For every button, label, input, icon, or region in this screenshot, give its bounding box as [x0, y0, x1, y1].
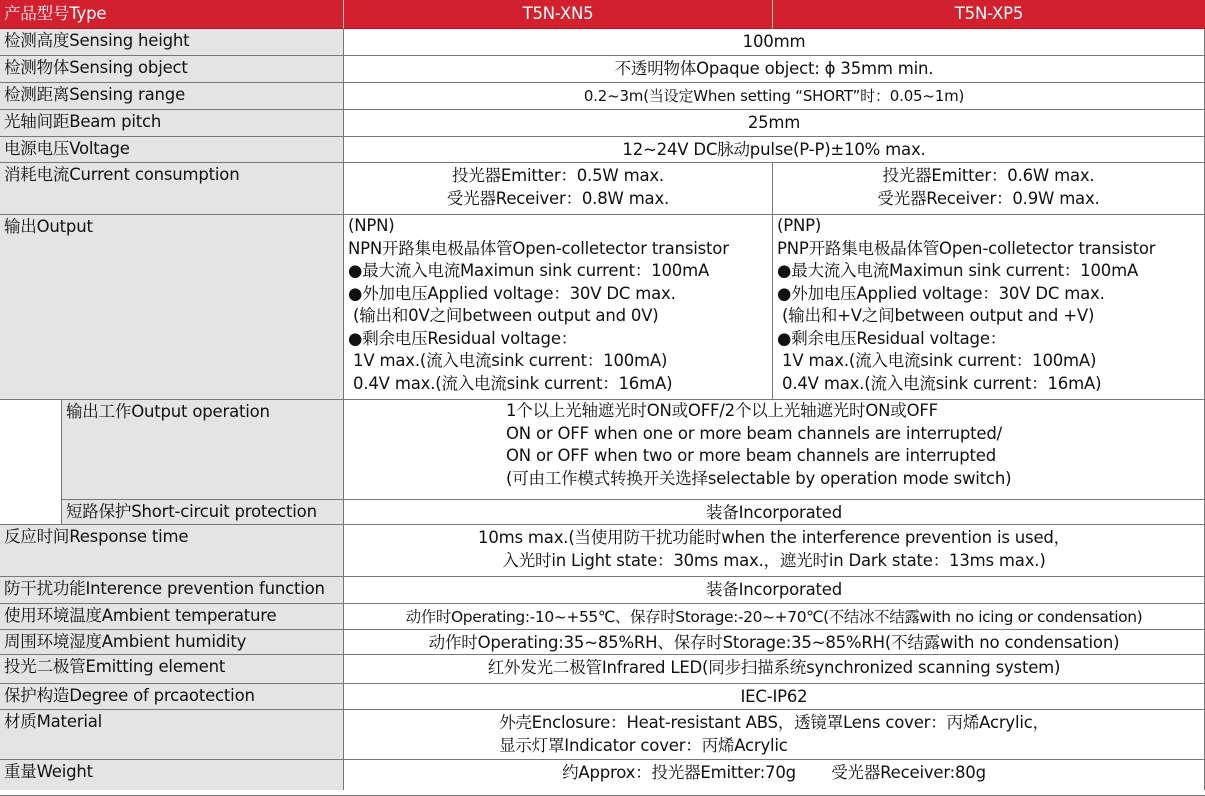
output-pnp-line: ●最大流入电流Maximun sink current：100mA	[777, 261, 1139, 280]
output-npn-line: 1V max.(流入电流sink current：100mA)	[348, 351, 668, 370]
output-operation-line: (可由工作模式转换开关选择selectable by operation mode switch)	[506, 468, 1012, 488]
sensing-height-value: 100mm	[344, 29, 1205, 56]
output-pnp-line: ●剩余电压Residual voltage：	[777, 328, 1007, 348]
protection-label: 保护构造Degree of prcaotection	[0, 684, 344, 710]
response-time-value	[344, 525, 1205, 577]
output-pnp-line: 0.4V max.(流入电流sink current：16mA)	[777, 373, 1102, 393]
output-operation-line: ON or OFF when two or more beam channels are interrupted	[506, 446, 997, 465]
emitting-element-value: 红外发光二极管Infrared LED(同步扫描系统synchronized scanning system)	[344, 655, 1205, 684]
sensing-range-value: 0.2~3m(当设定When setting “SHORT”时：0.05~1m)	[344, 83, 1205, 110]
output-label: 输出Output	[0, 215, 344, 400]
output-npn-line: (输出和0V之间between output and 0V)	[348, 306, 659, 325]
short-circuit-label: 短路保护Short-circuit protection	[62, 500, 344, 525]
response-time-label: 反应时间Response time	[0, 525, 344, 577]
sensing-range-label: 检测距离Sensing range	[0, 83, 344, 110]
response-time-line: 入光时in Light state：30ms max.，遮光时in Dark state：13ms max.)	[502, 550, 1046, 570]
output-pnp-line: (输出和+V之间between output and +V)	[777, 306, 1095, 325]
voltage-value: 12~24V DC脉动pulse(P-P)±10% max.	[344, 137, 1205, 163]
output-pnp-line: (PNP)	[777, 216, 822, 235]
output-pnp-line: ●外加电压Applied voltage：30V DC max.	[777, 283, 1105, 303]
short-circuit-value: 装备Incorporated	[344, 500, 1205, 525]
output-npn-line: NPN开路集电极晶体管Open-colletector transistor	[348, 238, 729, 258]
header-type-label: 产品型号Type	[0, 0, 344, 29]
output-pnp-line: PNP开路集电极晶体管Open-colletector transistor	[777, 238, 1156, 258]
output-subgroup-indent	[0, 400, 62, 525]
emitting-element-label: 投光二极管Emitting element	[0, 655, 344, 684]
material-label: 材质Material	[0, 710, 344, 760]
sensing-object-value: 不透明物体Opaque object: ϕ 35mm min.	[344, 56, 1205, 83]
current-npn-receiver: 受光器Receiver：0.8W max.	[446, 188, 670, 208]
material-value	[344, 710, 1205, 760]
output-pnp-line: 1V max.(流入电流sink current：100mA)	[777, 351, 1097, 370]
current-pnp-value	[773, 163, 1205, 215]
ambient-humidity-value: 动作时Operating:35~85%RH、保存时Storage:35~85%RH(不结露with no condensation)	[344, 630, 1205, 655]
output-npn-line: 0.4V max.(流入电流sink current：16mA)	[348, 373, 673, 393]
material-line: 显示灯罩Indicator cover：丙烯Acrylic	[499, 735, 788, 755]
sensing-object-label: 检测物体Sensing object	[0, 56, 344, 83]
current-npn-value	[344, 163, 773, 215]
interference-label: 防干扰功能Interence prevention function	[0, 577, 344, 604]
current-pnp-receiver: 受光器Receiver：0.9W max.	[877, 188, 1100, 208]
weight-value: 约Approx：投光器Emitter:70g 受光器Receiver:80g	[344, 760, 1205, 790]
material-line: 外壳Enclosure：Heat-resistant ABS，透镜罩Lens cover：丙烯Acrylic，	[499, 713, 1049, 732]
header-model-npn: T5N-XN5	[344, 0, 773, 29]
output-operation-line: 1个以上光轴遮光时ON或OFF/2个以上光轴遮光时ON或OFF	[506, 401, 938, 420]
ambient-temp-label: 使用环境温度Ambient temperature	[0, 604, 344, 630]
output-npn-value	[344, 215, 773, 400]
protection-value: IEC-IP62	[344, 684, 1205, 710]
sensing-height-label: 检测高度Sensing height	[0, 29, 344, 56]
ambient-humidity-label: 周围环境湿度Ambient humidity	[0, 630, 344, 655]
beam-pitch-label: 光轴间距Beam pitch	[0, 110, 344, 137]
current-label: 消耗电流Current consumption	[0, 163, 344, 215]
output-npn-line: ●剩余电压Residual voltage：	[348, 328, 578, 348]
voltage-label: 电源电压Voltage	[0, 137, 344, 163]
output-npn-line: ●外加电压Applied voltage：30V DC max.	[348, 283, 676, 303]
interference-value: 装备Incorporated	[344, 577, 1205, 604]
output-operation-value	[344, 400, 1205, 500]
beam-pitch-value: 25mm	[344, 110, 1205, 137]
ambient-temp-value: 动作时Operating:-10~+55℃、保存时Storage:-20~+70℃(不结冰不结露with no icing or condensation)	[344, 604, 1205, 630]
output-operation-line: ON or OFF when one or more beam channels are interrupted/	[506, 423, 1003, 443]
output-operation-label: 输出工作Output operation	[62, 400, 344, 500]
response-time-line: 10ms max.(当使用防干扰功能时when the interference prevention is used，	[478, 528, 1070, 547]
output-npn-line: (NPN)	[348, 216, 395, 235]
material-lines	[499, 712, 1049, 757]
output-pnp-value	[773, 215, 1205, 400]
header-model-pnp: T5N-XP5	[773, 0, 1205, 29]
current-npn-emitter: 投光器Emitter：0.5W max.	[452, 166, 664, 185]
weight-label: 重量Weight	[0, 760, 344, 790]
output-npn-line: ●最大流入电流Maximun sink current：100mA	[348, 261, 710, 280]
current-pnp-emitter: 投光器Emitter：0.6W max.	[882, 166, 1095, 185]
